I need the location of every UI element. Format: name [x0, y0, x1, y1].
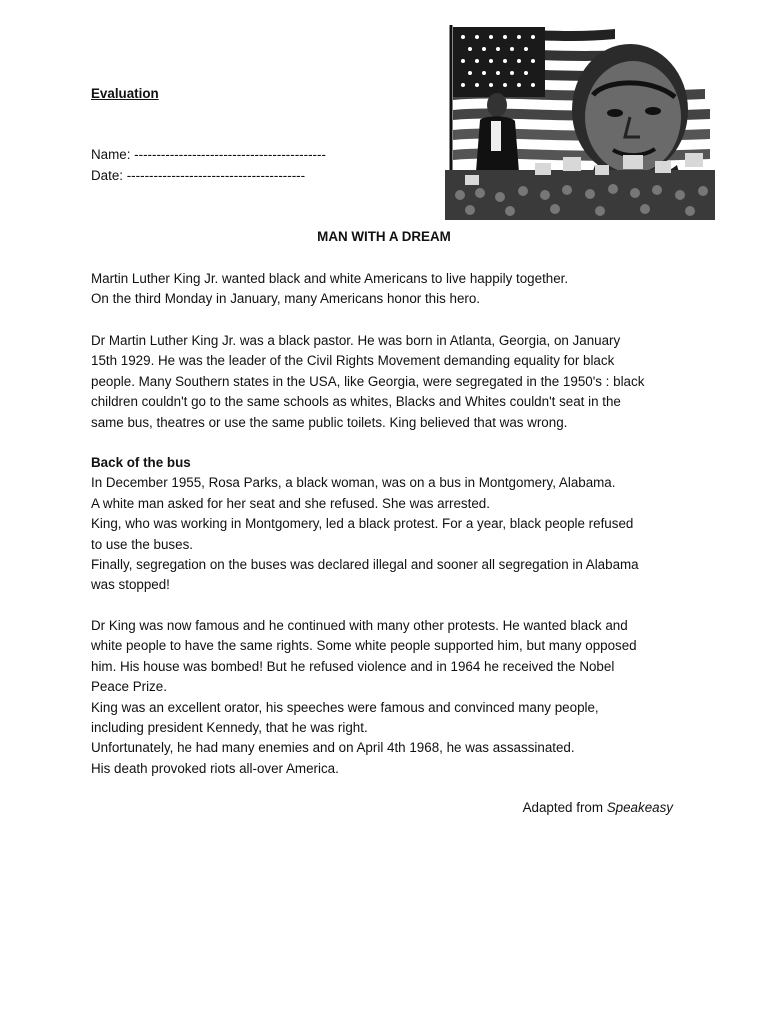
- later-line: His death provoked riots all-over America.: [91, 760, 339, 776]
- bio-line: children couldn't go to the same schools as whites, Blacks and Whites couldn't seat in the: [91, 394, 621, 410]
- attribution-source: Speakeasy: [606, 800, 673, 815]
- bio-line: Dr Martin Luther King Jr. was a black pastor. He was born in Atlanta, Georgia, on January: [91, 333, 621, 348]
- section-label: Evaluation: [91, 86, 159, 101]
- later-line: Unfortunately, he had many enemies and on April 4th 1968, he was assassinated.: [91, 740, 575, 756]
- bio-line: same bus, theatres or use the same public toilets. King believed that was wrong.: [91, 414, 568, 430]
- later-life-paragraph: [91, 616, 681, 779]
- bus-line: was stopped!: [91, 577, 170, 593]
- bus-line: In December 1955, Rosa Parks, a black woman, was on a bus in Montgomery, Alabama.: [91, 475, 616, 491]
- bus-section-heading: Back of the bus: [91, 455, 191, 470]
- later-line: him. His house was bombed! But he refused violence and in 1964 he received the Nobel: [91, 658, 615, 674]
- intro-line: On the third Monday in January, many Americans honor this hero.: [91, 291, 481, 307]
- title-text: MAN WITH A DREAM: [317, 229, 451, 244]
- bus-line: Finally, segregation on the buses was declared illegal and sooner all segregation in Alabama: [91, 557, 639, 573]
- later-line: white people to have the same rights. Some white people supported him, but many opposed: [91, 638, 637, 654]
- later-line: King was an excellent orator, his speeches were famous and convinced many people,: [91, 699, 599, 715]
- bio-line: 15th 1929. He was the leader of the Civil Rights Movement demanding equality for black: [91, 353, 615, 369]
- biography-paragraph: [91, 331, 681, 433]
- worksheet-title: [0, 229, 768, 244]
- bus-section: [91, 453, 681, 596]
- later-line: including president Kennedy, that he was right.: [91, 720, 368, 736]
- date-field: Date: ----------------------------------------: [91, 168, 306, 183]
- later-line: Peace Prize.: [91, 679, 167, 695]
- intro-paragraph: [91, 269, 681, 310]
- name-field: Name: -------------------------------------------: [91, 147, 326, 162]
- bus-line: to use the buses.: [91, 536, 193, 552]
- later-line: Dr King was now famous and he continued with many other protests. He wanted black and: [91, 618, 628, 633]
- source-attribution: [523, 800, 673, 815]
- bio-line: people. Many Southern states in the USA, like Georgia, were segregated in the 1950's : black: [91, 373, 645, 389]
- bus-line: A white man asked for her seat and she refused. She was arrested.: [91, 495, 490, 511]
- bus-line: King, who was working in Montgomery, led a black protest. For a year, black people refused: [91, 516, 634, 532]
- attribution-prefix: Adapted from: [522, 800, 607, 815]
- intro-line: Martin Luther King Jr. wanted black and white Americans to live happily together.: [91, 271, 569, 286]
- mlk-illustration: [445, 25, 715, 220]
